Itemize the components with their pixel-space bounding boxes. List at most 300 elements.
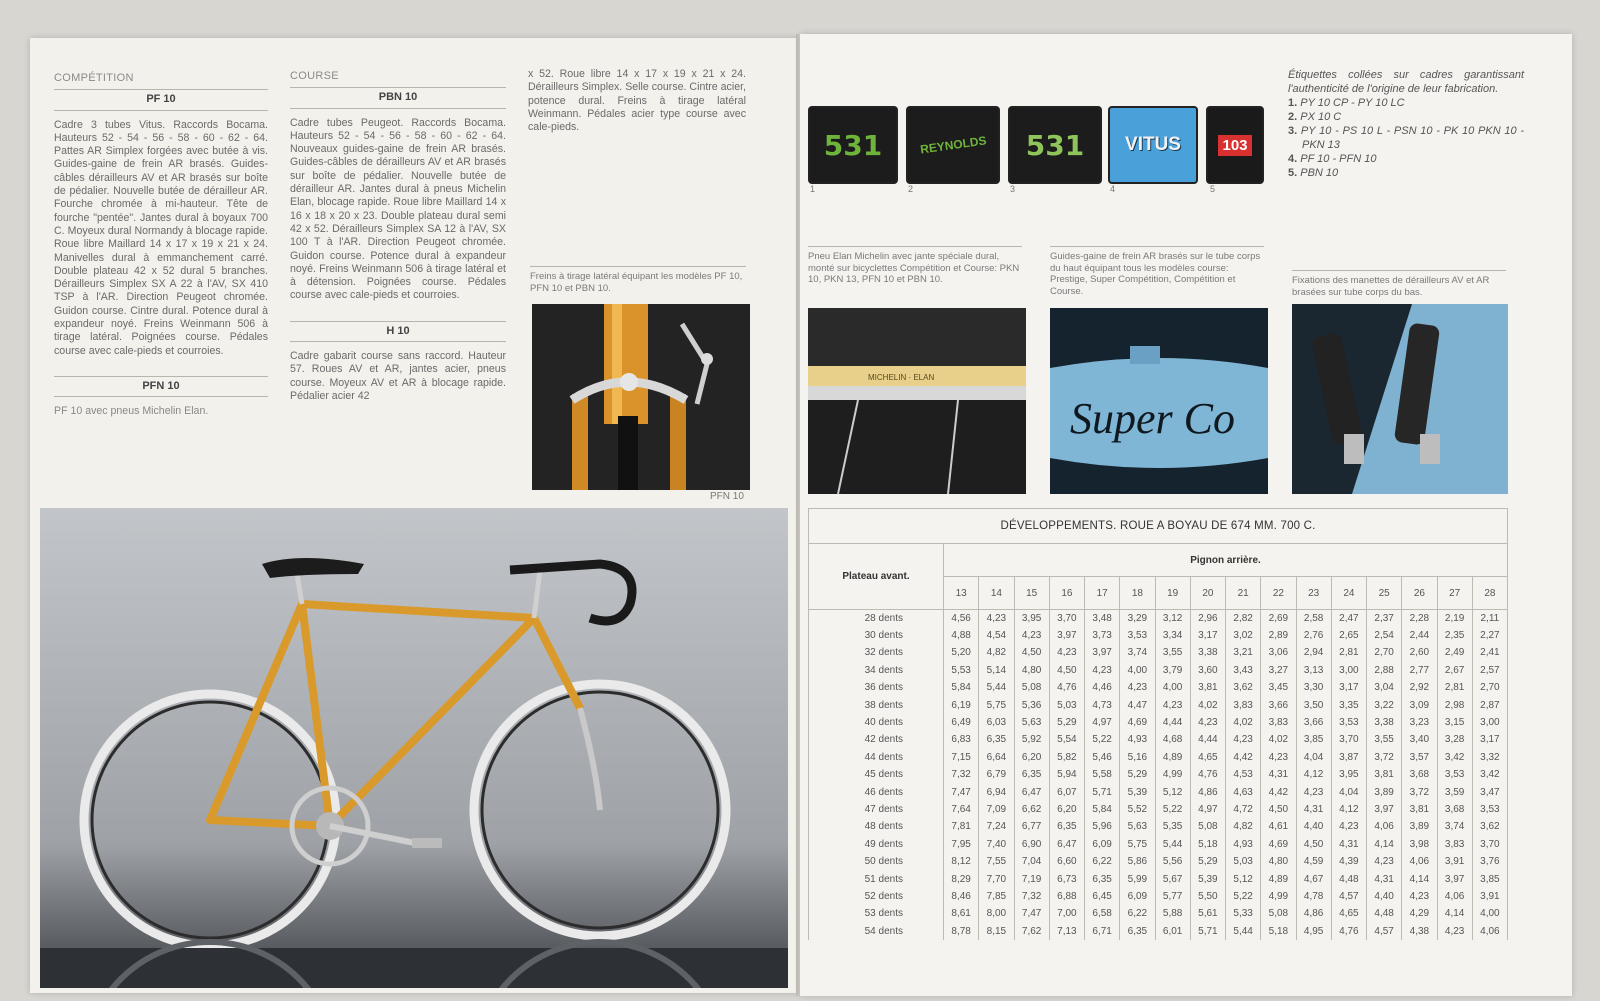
competition-column <box>54 72 268 419</box>
development-value-cell: 6,88 <box>1049 888 1084 905</box>
development-value-cell: 5,35 <box>1155 818 1190 835</box>
development-value-cell: 2,35 <box>1437 627 1472 644</box>
development-value-cell: 2,60 <box>1402 644 1437 661</box>
development-value-cell: 3,04 <box>1367 679 1402 696</box>
development-value-cell: 4,14 <box>1367 836 1402 853</box>
development-value-cell: 4,46 <box>1085 679 1120 696</box>
development-value-cell: 2,11 <box>1472 610 1507 627</box>
development-value-cell: 4,82 <box>1226 818 1261 835</box>
development-value-cell: 4,23 <box>1367 853 1402 870</box>
table-row <box>809 714 1508 731</box>
development-value-cell: 3,09 <box>1402 696 1437 713</box>
development-value-cell: 4,59 <box>1296 853 1331 870</box>
development-value-cell: 3,74 <box>1437 818 1472 835</box>
development-value-cell: 6,47 <box>1049 836 1084 853</box>
development-value-cell: 5,14 <box>979 662 1014 679</box>
section-label-competition: COMPÉTITION <box>54 72 134 84</box>
table-row <box>809 627 1508 644</box>
development-value-cell: 2,41 <box>1472 644 1507 661</box>
development-value-cell: 3,17 <box>1472 731 1507 748</box>
pignon-column-header: 13 <box>944 577 979 610</box>
h10-description: Cadre gabarit course sans raccord. Hauteur 57. Roues AV et AR, jantes acier, pneus course. Moyeux AV et AR à blocage rapide. Pédalier acier 42 <box>290 350 506 402</box>
table-row <box>809 888 1508 905</box>
development-value-cell: 4,78 <box>1296 888 1331 905</box>
development-value-cell: 2,77 <box>1402 662 1437 679</box>
development-value-cell: 3,30 <box>1296 679 1331 696</box>
development-value-cell: 6,01 <box>1155 923 1190 940</box>
development-value-cell: 4,23 <box>1014 627 1049 644</box>
development-value-cell: 3,45 <box>1261 679 1296 696</box>
labels-list-number: 1. <box>1288 97 1301 109</box>
development-value-cell: 3,21 <box>1226 644 1261 661</box>
development-value-cell: 4,23 <box>1085 662 1120 679</box>
development-value-cell: 2,28 <box>1402 610 1437 627</box>
development-value-cell: 4,48 <box>1367 905 1402 922</box>
development-value-cell: 5,12 <box>1155 783 1190 800</box>
development-value-cell: 4,39 <box>1331 853 1366 870</box>
development-value-cell: 3,66 <box>1296 714 1331 731</box>
development-value-cell: 2,27 <box>1472 627 1507 644</box>
development-value-cell: 4,80 <box>1014 662 1049 679</box>
development-value-cell: 4,31 <box>1296 801 1331 818</box>
development-value-cell: 4,23 <box>1120 679 1155 696</box>
labels-list-text: PY 10 CP - PY 10 LC <box>1300 97 1405 109</box>
development-value-cell: 2,88 <box>1367 662 1402 679</box>
development-value-cell: 4,29 <box>1402 905 1437 922</box>
development-value-cell: 2,47 <box>1331 610 1366 627</box>
development-value-cell: 2,81 <box>1437 679 1472 696</box>
development-value-cell: 5,44 <box>1226 923 1261 940</box>
development-value-cell: 3,53 <box>1472 801 1507 818</box>
development-value-cell: 3,32 <box>1472 749 1507 766</box>
development-value-cell: 4,44 <box>1190 731 1225 748</box>
development-value-cell: 4,93 <box>1226 836 1261 853</box>
development-value-cell: 6,22 <box>1120 905 1155 922</box>
plateau-label-cell: 51 dents <box>809 870 944 887</box>
development-value-cell: 3,89 <box>1402 818 1437 835</box>
development-value-cell: 5,88 <box>1155 905 1190 922</box>
development-value-cell: 3,70 <box>1331 731 1366 748</box>
table-row <box>809 853 1508 870</box>
development-value-cell: 2,82 <box>1226 610 1261 627</box>
development-value-cell: 4,97 <box>1085 714 1120 731</box>
development-value-cell: 4,65 <box>1190 749 1225 766</box>
development-value-cell: 3,17 <box>1190 627 1225 644</box>
development-value-cell: 6,35 <box>979 731 1014 748</box>
development-value-cell: 6,64 <box>979 749 1014 766</box>
development-value-cell: 5,99 <box>1120 870 1155 887</box>
development-value-cell: 5,36 <box>1014 696 1049 713</box>
labels-list-number: 5. <box>1288 167 1301 179</box>
development-value-cell: 4,54 <box>979 627 1014 644</box>
development-value-cell: 3,00 <box>1472 714 1507 731</box>
development-value-cell: 3,98 <box>1402 836 1437 853</box>
tube-lettering: Super Co <box>1070 394 1235 443</box>
tube-photo <box>1050 308 1268 494</box>
pignon-column-header: 18 <box>1120 577 1155 610</box>
development-value-cell: 6,19 <box>944 696 979 713</box>
development-value-cell: 4,76 <box>1190 766 1225 783</box>
development-value-cell: 4,40 <box>1296 818 1331 835</box>
development-value-cell: 6,62 <box>1014 801 1049 818</box>
development-value-cell: 4,14 <box>1402 870 1437 887</box>
development-value-cell: 3,40 <box>1402 731 1437 748</box>
development-value-cell: 4,63 <box>1226 783 1261 800</box>
pignon-header: Pignon arrière. <box>944 544 1508 577</box>
development-value-cell: 3,28 <box>1437 731 1472 748</box>
development-value-cell: 4,86 <box>1190 783 1225 800</box>
development-value-cell: 4,06 <box>1367 818 1402 835</box>
table-row <box>809 818 1508 835</box>
development-value-cell: 3,17 <box>1331 679 1366 696</box>
development-value-cell: 7,81 <box>944 818 979 835</box>
development-value-cell: 5,71 <box>1085 783 1120 800</box>
photo-label: PFN 10 <box>710 491 744 502</box>
brake-photo <box>532 304 750 490</box>
frame-label-num-2: 2 <box>908 184 914 194</box>
development-value-cell: 6,60 <box>1049 853 1084 870</box>
development-value-cell: 4,47 <box>1120 696 1155 713</box>
plateau-label-cell: 40 dents <box>809 714 944 731</box>
development-value-cell: 4,02 <box>1190 696 1225 713</box>
development-value-cell: 6,07 <box>1049 783 1084 800</box>
development-value-cell: 3,38 <box>1190 644 1225 661</box>
development-value-cell: 7,24 <box>979 818 1014 835</box>
plateau-label-cell: 38 dents <box>809 696 944 713</box>
development-value-cell: 6,49 <box>944 714 979 731</box>
development-value-cell: 2,58 <box>1296 610 1331 627</box>
development-value-cell: 4,76 <box>1049 679 1084 696</box>
development-value-cell: 4,38 <box>1402 923 1437 940</box>
development-value-cell: 2,70 <box>1367 644 1402 661</box>
development-value-cell: 4,02 <box>1226 714 1261 731</box>
shifter-caption: Fixations des manettes de dérailleurs AV et AR brasées sur tube corps du bas. <box>1292 270 1506 298</box>
development-value-cell: 5,08 <box>1014 679 1049 696</box>
development-value-cell: 5,08 <box>1261 905 1296 922</box>
plateau-label-cell: 52 dents <box>809 888 944 905</box>
pbn10-description: Cadre tubes Peugeot. Raccords Bocama. Hauteurs 52 - 54 - 56 - 58 - 60 - 62 - 64. Nouveaux guides-gaine de frein AR brasés. Guides-câbles de dérailleurs AV et AR brasés sur boîte de pédalier. Nouvelle butée de dérailleur AR. Jantes dural à pneus Michelin Elan, blocage rapide. Roue libre Maillard 14 x 16 x 18 x 20 x 23. Double plateau dural semi 42 x 52. Dérailleurs Simplex SA 12 à l'AV, SX 100 T à l'AR. Direction Peugeot chromée. Guidon course. Potence dural à expandeur noyé. Freins Weinmann 506 à tirage latéral et à détension. Poignées course. Pédales course avec cale-pieds et courroies. <box>290 116 506 302</box>
table-row <box>809 783 1508 800</box>
development-value-cell: 8,46 <box>944 888 979 905</box>
development-value-cell: 3,42 <box>1437 749 1472 766</box>
development-value-cell: 3,47 <box>1472 783 1507 800</box>
development-value-cell: 5,18 <box>1261 923 1296 940</box>
model-title-pf10: PF 10 <box>54 89 268 110</box>
development-value-cell: 4,99 <box>1261 888 1296 905</box>
development-value-cell: 7,09 <box>979 801 1014 818</box>
development-value-cell: 4,95 <box>1296 923 1331 940</box>
labels-list-item <box>1288 152 1524 166</box>
pignon-column-header: 27 <box>1437 577 1472 610</box>
development-value-cell: 4,68 <box>1155 731 1190 748</box>
development-value-cell: 3,91 <box>1472 888 1507 905</box>
development-value-cell: 3,97 <box>1437 870 1472 887</box>
labels-intro: Étiquettes collées sur cadres garantissant l'authenticité de l'origine de leur fabrication. <box>1288 69 1524 95</box>
plateau-label-cell: 45 dents <box>809 766 944 783</box>
frame-label-5: 103 <box>1206 106 1264 184</box>
tube-image <box>1050 308 1268 494</box>
development-value-cell: 4,06 <box>1472 923 1507 940</box>
development-value-cell: 3,38 <box>1367 714 1402 731</box>
development-value-cell: 7,64 <box>944 801 979 818</box>
development-value-cell: 4,72 <box>1226 801 1261 818</box>
development-value-cell: 3,97 <box>1085 644 1120 661</box>
development-value-cell: 4,23 <box>979 610 1014 627</box>
frame-label-1: 531 <box>808 106 898 184</box>
development-value-cell: 7,04 <box>1014 853 1049 870</box>
development-value-cell: 4,86 <box>1296 905 1331 922</box>
development-value-cell: 2,67 <box>1437 662 1472 679</box>
section-label-course: COURSE <box>290 70 339 82</box>
labels-list-item <box>1288 124 1524 152</box>
development-value-cell: 5,54 <box>1049 731 1084 748</box>
plateau-label-cell: 34 dents <box>809 662 944 679</box>
development-value-cell: 6,79 <box>979 766 1014 783</box>
development-value-cell: 2,96 <box>1190 610 1225 627</box>
development-value-cell: 3,22 <box>1367 696 1402 713</box>
development-value-cell: 4,12 <box>1331 801 1366 818</box>
table-row <box>809 662 1508 679</box>
development-value-cell: 3,66 <box>1261 696 1296 713</box>
development-value-cell: 2,89 <box>1261 627 1296 644</box>
development-value-cell: 4,57 <box>1367 923 1402 940</box>
development-value-cell: 4,23 <box>1155 696 1190 713</box>
development-value-cell: 3,70 <box>1472 836 1507 853</box>
development-value-cell: 7,47 <box>1014 905 1049 922</box>
brake-image <box>532 304 750 490</box>
bike-photo <box>40 508 788 988</box>
labels-list-item <box>1288 166 1524 180</box>
development-value-cell: 7,85 <box>979 888 1014 905</box>
labels-list-text: PF 10 - PFN 10 <box>1300 153 1377 165</box>
tire-image <box>808 308 1026 494</box>
plateau-label-cell: 44 dents <box>809 749 944 766</box>
development-value-cell: 4,50 <box>1014 644 1049 661</box>
development-value-cell: 4,93 <box>1120 731 1155 748</box>
development-value-cell: 4,00 <box>1155 679 1190 696</box>
plateau-label-cell: 54 dents <box>809 923 944 940</box>
development-value-cell: 4,23 <box>1402 888 1437 905</box>
development-value-cell: 4,82 <box>979 644 1014 661</box>
development-value-cell: 5,63 <box>1120 818 1155 835</box>
development-value-cell: 4,00 <box>1120 662 1155 679</box>
model-title-pbn10: PBN 10 <box>290 87 506 108</box>
development-value-cell: 5,44 <box>979 679 1014 696</box>
development-value-cell: 5,16 <box>1120 749 1155 766</box>
plateau-label-cell: 53 dents <box>809 905 944 922</box>
frame-label-4: VITUS <box>1108 106 1198 184</box>
development-value-cell: 2,57 <box>1472 662 1507 679</box>
left-page <box>30 38 798 993</box>
plateau-header: Plateau avant. <box>809 544 944 610</box>
development-value-cell: 4,65 <box>1331 905 1366 922</box>
development-value-cell: 3,34 <box>1155 627 1190 644</box>
development-value-cell: 4,23 <box>1437 923 1472 940</box>
development-value-cell: 5,75 <box>979 696 1014 713</box>
table-row <box>809 801 1508 818</box>
development-value-cell: 5,12 <box>1226 870 1261 887</box>
development-value-cell: 7,70 <box>979 870 1014 887</box>
development-value-cell: 3,85 <box>1296 731 1331 748</box>
development-value-cell: 4,42 <box>1261 783 1296 800</box>
table-row <box>809 644 1508 661</box>
development-value-cell: 3,60 <box>1190 662 1225 679</box>
development-value-cell: 6,90 <box>1014 836 1049 853</box>
frame-label-3: 531 <box>1008 106 1102 184</box>
pignon-column-header: 16 <box>1049 577 1084 610</box>
pfn10-description: PF 10 avec pneus Michelin Elan. <box>54 405 209 418</box>
development-value-cell: 3,59 <box>1437 783 1472 800</box>
development-value-cell: 6,03 <box>979 714 1014 731</box>
plateau-label-cell: 48 dents <box>809 818 944 835</box>
development-value-cell: 4,12 <box>1296 766 1331 783</box>
development-value-cell: 4,50 <box>1296 836 1331 853</box>
development-value-cell: 4,23 <box>1049 644 1084 661</box>
development-value-cell: 4,76 <box>1331 923 1366 940</box>
development-value-cell: 7,47 <box>944 783 979 800</box>
development-value-cell: 2,54 <box>1367 627 1402 644</box>
labels-legend <box>1288 68 1524 180</box>
development-value-cell: 7,32 <box>944 766 979 783</box>
frame-label-num-1: 1 <box>810 184 816 194</box>
development-value-cell: 6,58 <box>1085 905 1120 922</box>
development-value-cell: 6,09 <box>1085 836 1120 853</box>
labels-list-item <box>1288 110 1524 124</box>
labels-list-number: 4. <box>1288 153 1301 165</box>
development-value-cell: 5,03 <box>1049 696 1084 713</box>
development-value-cell: 5,29 <box>1120 766 1155 783</box>
table-title: DÉVELOPPEMENTS. ROUE A BOYAU DE 674 MM. 700 C. <box>809 509 1508 544</box>
development-value-cell: 3,89 <box>1367 783 1402 800</box>
development-value-cell: 5,22 <box>1226 888 1261 905</box>
development-value-cell: 2,19 <box>1437 610 1472 627</box>
development-value-cell: 4,23 <box>1226 731 1261 748</box>
development-value-cell: 3,81 <box>1190 679 1225 696</box>
pignon-column-header: 15 <box>1014 577 1049 610</box>
development-value-cell: 5,82 <box>1049 749 1084 766</box>
plateau-label-cell: 36 dents <box>809 679 944 696</box>
development-value-cell: 3,76 <box>1472 853 1507 870</box>
development-value-cell: 5,33 <box>1226 905 1261 922</box>
development-value-cell: 3,42 <box>1472 766 1507 783</box>
development-value-cell: 4,50 <box>1049 662 1084 679</box>
development-value-cell: 5,63 <box>1014 714 1049 731</box>
development-value-cell: 3,62 <box>1226 679 1261 696</box>
development-value-cell: 4,14 <box>1437 905 1472 922</box>
development-value-cell: 5,50 <box>1190 888 1225 905</box>
development-value-cell: 6,47 <box>1014 783 1049 800</box>
development-value-cell: 3,73 <box>1085 627 1120 644</box>
development-value-cell: 6,71 <box>1085 923 1120 940</box>
development-value-cell: 4,23 <box>1331 818 1366 835</box>
table-row <box>809 749 1508 766</box>
development-value-cell: 4,23 <box>1296 783 1331 800</box>
labels-list-text: PX 10 C <box>1300 111 1342 123</box>
table-row <box>809 923 1508 940</box>
pignon-column-header: 25 <box>1367 577 1402 610</box>
labels-list-text: PY 10 - PS 10 L - PSN 10 - PK 10 PKN 10 - PKN 13 <box>1300 125 1525 151</box>
development-value-cell: 3,35 <box>1331 696 1366 713</box>
pignon-column-header: 14 <box>979 577 1014 610</box>
development-value-cell: 5,86 <box>1120 853 1155 870</box>
development-value-cell: 3,29 <box>1120 610 1155 627</box>
development-value-cell: 4,67 <box>1296 870 1331 887</box>
development-value-cell: 4,31 <box>1331 836 1366 853</box>
development-value-cell: 3,53 <box>1331 714 1366 731</box>
development-value-cell: 4,80 <box>1261 853 1296 870</box>
development-value-cell: 5,77 <box>1155 888 1190 905</box>
table-row <box>809 766 1508 783</box>
plateau-label-cell: 46 dents <box>809 783 944 800</box>
development-value-cell: 2,87 <box>1472 696 1507 713</box>
development-value-cell: 2,44 <box>1402 627 1437 644</box>
brake-caption: Freins à tirage latéral équipant les modèles PF 10, PFN 10 et PBN 10. <box>530 266 746 294</box>
cable-guide-caption: Guides-gaine de frein AR brasés sur le tube corps du haut équipant tous les modèles course: Prestige, Super Compétition, Compétition et Course. <box>1050 246 1264 297</box>
development-value-cell: 2,49 <box>1437 644 1472 661</box>
development-value-cell: 7,13 <box>1049 923 1084 940</box>
development-value-cell: 6,94 <box>979 783 1014 800</box>
development-value-cell: 3,95 <box>1014 610 1049 627</box>
frame-label-2: REYNOLDS <box>906 106 1000 184</box>
labels-list-item <box>1288 96 1524 110</box>
plateau-label-cell: 32 dents <box>809 644 944 661</box>
development-value-cell: 7,55 <box>979 853 1014 870</box>
development-value-cell: 5,22 <box>1085 731 1120 748</box>
development-value-cell: 4,02 <box>1261 731 1296 748</box>
development-value-cell: 2,92 <box>1402 679 1437 696</box>
pignon-column-header: 28 <box>1472 577 1507 610</box>
development-value-cell: 7,62 <box>1014 923 1049 940</box>
development-value-cell: 3,72 <box>1402 783 1437 800</box>
development-value-cell: 4,89 <box>1155 749 1190 766</box>
development-value-cell: 4,42 <box>1226 749 1261 766</box>
labels-list-text: PBN 10 <box>1300 167 1339 179</box>
development-value-cell: 3,83 <box>1226 696 1261 713</box>
development-value-cell: 5,29 <box>1049 714 1084 731</box>
development-value-cell: 4,06 <box>1402 853 1437 870</box>
development-value-cell: 5,71 <box>1190 923 1225 940</box>
development-value-cell: 3,72 <box>1367 749 1402 766</box>
development-value-cell: 3,70 <box>1049 610 1084 627</box>
development-value-cell: 3,68 <box>1402 766 1437 783</box>
pignon-column-header: 19 <box>1155 577 1190 610</box>
development-value-cell: 4,61 <box>1261 818 1296 835</box>
development-value-cell: 4,31 <box>1261 766 1296 783</box>
development-value-cell: 6,45 <box>1085 888 1120 905</box>
development-value-cell: 4,97 <box>1190 801 1225 818</box>
development-value-cell: 3,48 <box>1085 610 1120 627</box>
development-value-cell: 3,12 <box>1155 610 1190 627</box>
development-value-cell: 4,40 <box>1367 888 1402 905</box>
plateau-label-cell: 28 dents <box>809 610 944 627</box>
development-value-cell: 5,08 <box>1190 818 1225 835</box>
development-value-cell: 4,00 <box>1472 905 1507 922</box>
development-value-cell: 3,83 <box>1261 714 1296 731</box>
development-value-cell: 8,61 <box>944 905 979 922</box>
development-value-cell: 6,20 <box>1049 801 1084 818</box>
development-value-cell: 8,00 <box>979 905 1014 922</box>
development-value-cell: 5,92 <box>1014 731 1049 748</box>
development-value-cell: 4,69 <box>1261 836 1296 853</box>
plateau-label-cell: 30 dents <box>809 627 944 644</box>
model-title-pfn10: PFN 10 <box>54 376 268 397</box>
development-value-cell: 6,73 <box>1049 870 1084 887</box>
bicycle-image <box>40 508 788 988</box>
development-value-cell: 3,68 <box>1437 801 1472 818</box>
pf10-description: Cadre 3 tubes Vitus. Raccords Bocama. Hauteurs 52 - 54 - 56 - 58 - 60 - 62 - 64. Pattes AR Simplex forgées avec butée à vis. Guides-gaine de frein AR brasés. Guides-câbles dérailleurs AV et AR brasés sur boîte de pédalier. Nouvelle butée de dérailleur AR. Fourche chromée à mi-hauteur. Tête de fourche "pentée". Jantes dural à boyaux 700 C. Moyeux dural Normandy à blocage rapide. Roue libre Maillard 14 x 17 x 19 x 21 x 24. Manivelles dural à emmanchement carré. Double plateau 42 x 52 dural 5 branches. Dérailleurs Simplex SX A 22 à l'AV, SX 410 TSP à l'AR. Direction Peugeot chromée. Guidon course. Cintre dural. Potence dural à expandeur noyé. Freins Weinmann 506 à tirage latéral. Poignées course. Pédales course avec cale-pieds et courroies. <box>54 118 268 357</box>
pignon-column-header: 23 <box>1296 577 1331 610</box>
development-value-cell: 3,81 <box>1402 801 1437 818</box>
